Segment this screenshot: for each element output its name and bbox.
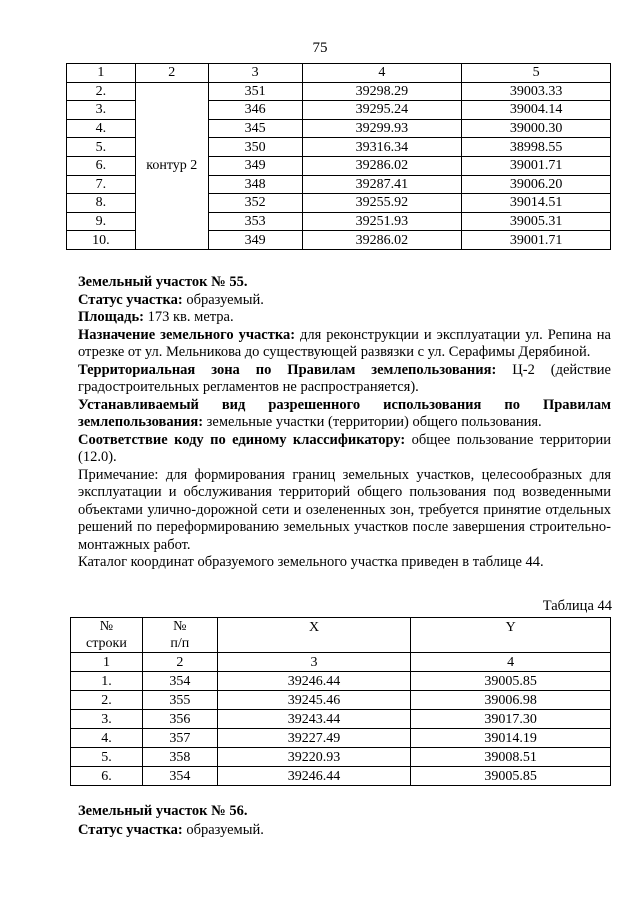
x-coordinate: 39243.44 (217, 710, 411, 729)
index-cell: 1 (71, 653, 143, 672)
index-cell: 2 (142, 653, 217, 672)
plot-55-description (78, 274, 611, 572)
x-coordinate: 39255.92 (302, 194, 462, 213)
x-coordinate: 39286.02 (302, 156, 462, 175)
y-coordinate: 39008.51 (411, 748, 611, 767)
point-number: 351 (208, 82, 302, 101)
point-number: 345 (208, 119, 302, 138)
table-row (71, 672, 611, 691)
plot-55-title: Земельный участок № 55. (78, 274, 248, 290)
x-coordinate: 39227.49 (217, 729, 411, 748)
row-number: 2. (71, 691, 143, 710)
table-row (71, 710, 611, 729)
y-coordinate: 39014.19 (411, 729, 611, 748)
plot-55-catalog: Каталог координат образуемого земельного участка приведен в таблице 44. (78, 554, 544, 570)
point-number: 348 (208, 175, 302, 194)
row-number: 7. (67, 175, 136, 194)
y-coordinate: 39003.33 (462, 82, 611, 101)
y-coordinate: 39006.98 (411, 691, 611, 710)
table-row (71, 729, 611, 748)
header-cell: 2 (135, 64, 208, 83)
point-number: 356 (142, 710, 217, 729)
y-coordinate: 39014.51 (462, 194, 611, 213)
point-number: 358 (142, 748, 217, 767)
y-coordinate: 38998.55 (462, 138, 611, 157)
x-coordinate: 39299.93 (302, 119, 462, 138)
point-number: 357 (142, 729, 217, 748)
contour-label: контур 2 (135, 82, 208, 249)
row-number: 5. (67, 138, 136, 157)
plot-55-area: Площадь: 173 кв. метра. (78, 309, 234, 325)
row-number: 1. (71, 672, 143, 691)
row-number: 10. (67, 231, 136, 250)
point-number: 352 (208, 194, 302, 213)
point-number: 349 (208, 231, 302, 250)
plot-56-description (78, 802, 611, 840)
x-coordinate: 39245.46 (217, 691, 411, 710)
header-cell: 5 (462, 64, 611, 83)
row-number: 2. (67, 82, 136, 101)
plot-55-permitted-use: Устанавливаемый вид разрешенного использования по Правилам землепользования: земельные участки (территории) общего пользования. (78, 396, 611, 430)
plot-55-zone: Территориальная зона по Правилам землепользования: Ц-2 (действие градостроительных регламентов не распространяется). (78, 361, 611, 395)
plot-55-note: Примечание: для формирования границ земельных участков, целесообразных для эксплуатации и обслуживания территорий общего пользования под возведенными объектами улично-дорожной сети и озелененных зон, требуется принятие отдельных решений по переформированию земельных участков после завершения строительно-монтажных работ. (78, 466, 611, 553)
plot-55-status: Статус участка: образуемый. (78, 291, 264, 308)
table-header-row (71, 618, 611, 653)
x-coordinate: 39316.34 (302, 138, 462, 157)
y-coordinate: 39000.30 (462, 119, 611, 138)
row-number: 4. (67, 119, 136, 138)
row-number: 9. (67, 212, 136, 231)
table-44-label: Таблица 44 (542, 598, 612, 614)
point-number: 354 (142, 672, 217, 691)
plot-55-classifier-code: Соответствие коду по единому классификатору: общее пользование территории (12.0). (78, 431, 612, 465)
page-number: 75 (312, 40, 328, 56)
table-row (71, 691, 611, 710)
header-cell: 3 (208, 64, 302, 83)
header-point-number: № п/п (142, 618, 217, 653)
y-coordinate: 39001.71 (462, 231, 611, 250)
header-row-number: № строки (71, 618, 143, 653)
row-number: 8. (67, 194, 136, 213)
point-number: 355 (142, 691, 217, 710)
header-x: X (217, 618, 411, 653)
table-row (71, 767, 611, 786)
y-coordinate: 39005.31 (462, 212, 611, 231)
y-coordinate: 39017.30 (411, 710, 611, 729)
point-number: 349 (208, 156, 302, 175)
row-number: 6. (71, 767, 143, 786)
header-y: Y (411, 618, 611, 653)
plot-56-title: Земельный участок № 56. (78, 803, 248, 819)
coordinates-table-44 (70, 617, 611, 786)
header-cell: 1 (67, 64, 136, 83)
plot-55-purpose: Назначение земельного участка: для реконструкции и эксплуатации ул. Репина на отрезке от ул. Мельникова до существующей развязки с ул. Серафимы Дерябиной. (78, 326, 611, 360)
y-coordinate: 39005.85 (411, 672, 611, 691)
header-cell: 4 (302, 64, 462, 83)
row-number: 3. (71, 710, 143, 729)
point-number: 350 (208, 138, 302, 157)
x-coordinate: 39220.93 (217, 748, 411, 767)
index-cell: 4 (411, 653, 611, 672)
point-number: 354 (142, 767, 217, 786)
x-coordinate: 39295.24 (302, 101, 462, 120)
table-row (67, 82, 611, 101)
plot-56-status: Статус участка: образуемый. (78, 822, 264, 838)
x-coordinate: 39298.29 (302, 82, 462, 101)
index-cell: 3 (217, 653, 411, 672)
coordinates-table-contour-2 (66, 63, 611, 250)
row-number: 6. (67, 156, 136, 175)
row-number: 3. (67, 101, 136, 120)
x-coordinate: 39246.44 (217, 767, 411, 786)
y-coordinate: 39001.71 (462, 156, 611, 175)
x-coordinate: 39251.93 (302, 212, 462, 231)
y-coordinate: 39005.85 (411, 767, 611, 786)
table-row (71, 748, 611, 767)
row-number: 5. (71, 748, 143, 767)
point-number: 353 (208, 212, 302, 231)
x-coordinate: 39287.41 (302, 175, 462, 194)
row-number: 4. (71, 729, 143, 748)
point-number: 346 (208, 101, 302, 120)
x-coordinate: 39246.44 (217, 672, 411, 691)
x-coordinate: 39286.02 (302, 231, 462, 250)
y-coordinate: 39004.14 (462, 101, 611, 120)
table-header-row (67, 64, 611, 83)
table-index-row (71, 653, 611, 672)
y-coordinate: 39006.20 (462, 175, 611, 194)
